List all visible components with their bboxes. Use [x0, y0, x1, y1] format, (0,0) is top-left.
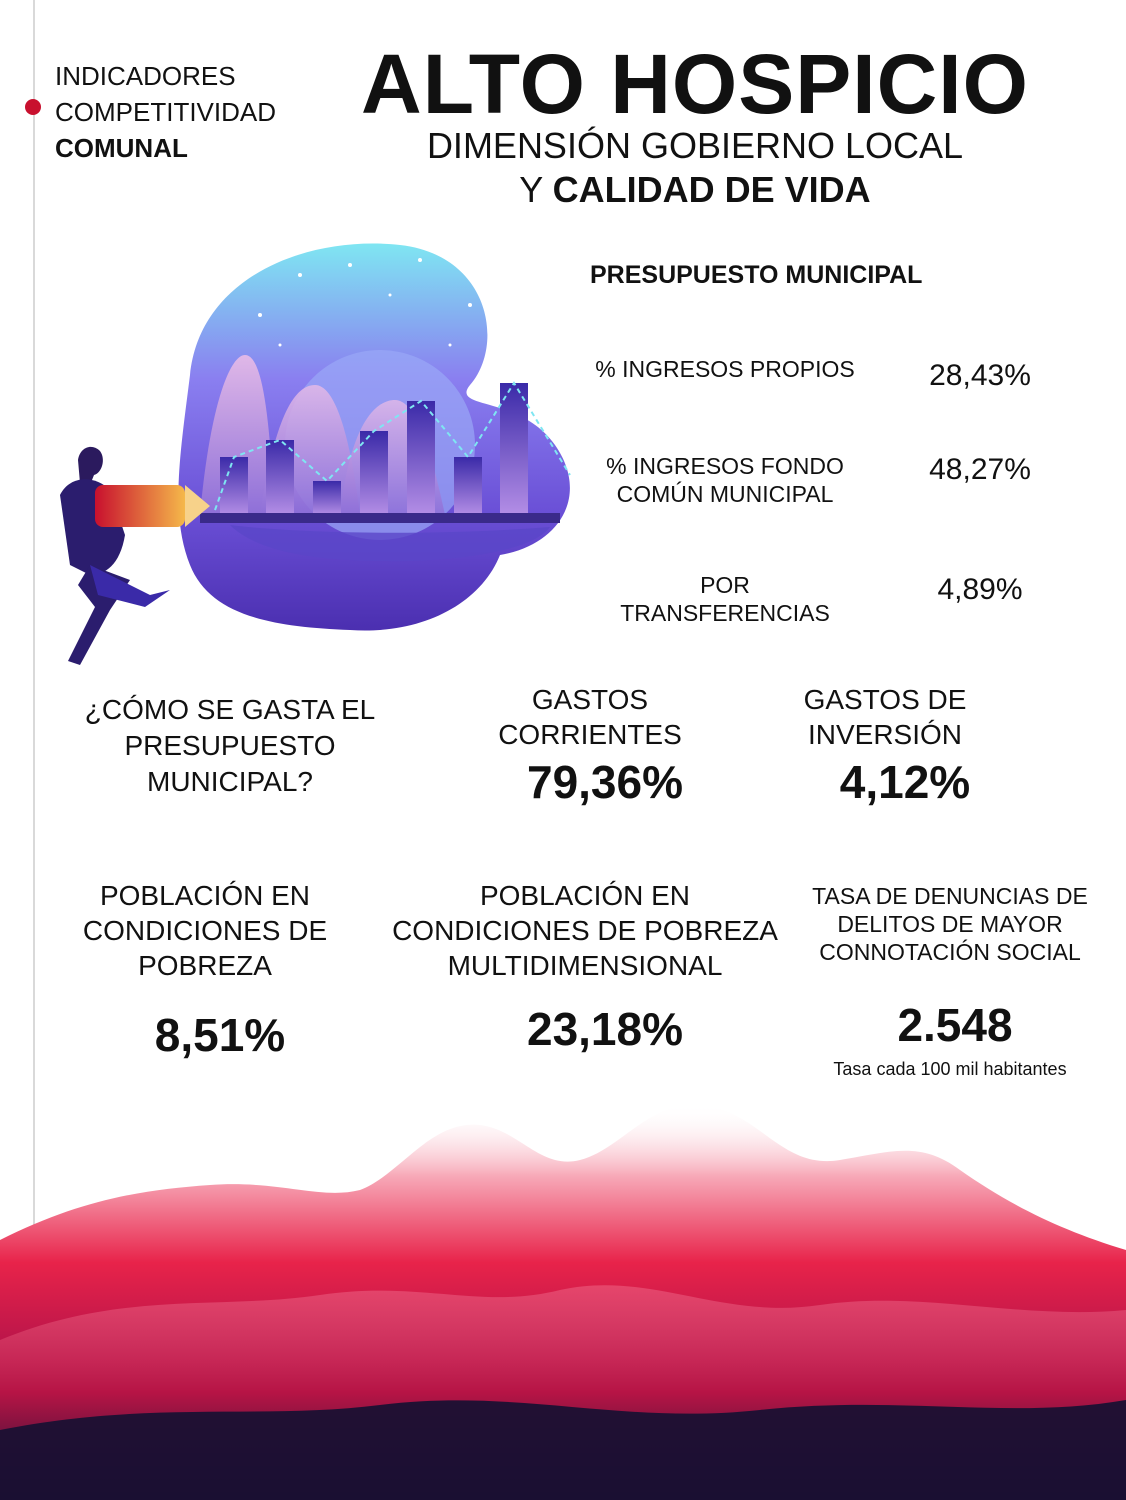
mountain-decoration: [0, 1080, 1126, 1500]
city-illustration-svg: [50, 235, 580, 670]
crime-rate-label: [800, 882, 1100, 966]
illustration-building: [407, 401, 435, 515]
current-spending-label-line2: CORRIENTES: [498, 719, 682, 750]
side-label: [55, 58, 276, 166]
illustration-building: [500, 383, 528, 515]
poverty-label: [60, 878, 350, 983]
poverty-value: 8,51%: [154, 1009, 286, 1061]
budget-row-label: [580, 452, 870, 508]
multidimensional-poverty-label-line1: POBLACIÓN EN: [479, 880, 691, 911]
illustration-building: [454, 457, 482, 515]
investment-spending-label: [760, 682, 1010, 752]
current-spending-label-line1: GASTOS: [531, 684, 649, 715]
illustration-building: [220, 457, 248, 515]
budget-title: PRESUPUESTO MUNICIPAL: [590, 261, 923, 289]
budget-row-label-line2: TRANSFERENCIAS: [620, 600, 830, 626]
budget-row-label-line2: COMÚN MUNICIPAL: [616, 481, 834, 507]
budget-row-label: [580, 571, 870, 627]
side-label-line3: COMUNAL: [55, 133, 188, 163]
side-label-line1: INDICADORES: [55, 61, 236, 91]
spending-question-line3: MUNICIPAL?: [147, 766, 313, 797]
spending-question-line1: ¿CÓMO SE GASTA EL: [84, 694, 376, 725]
multidimensional-poverty-label-line2: CONDICIONES DE POBREZA: [392, 915, 778, 946]
investment-spending-value: 4,12%: [839, 756, 971, 808]
page-subtitle: [340, 124, 1050, 212]
crime-rate-value: 2.548: [897, 999, 1013, 1051]
subtitle-line1: DIMENSIÓN GOBIERNO LOCAL: [426, 125, 964, 166]
crime-rate-note: Tasa cada 100 mil habitantes: [833, 1059, 1067, 1079]
budget-row-value: 4,89%: [937, 573, 1023, 606]
current-spending-label: [460, 682, 720, 752]
budget-row-value: 48,27%: [929, 453, 1031, 486]
subtitle-prefix: Y: [519, 169, 553, 210]
city-illustration: [50, 235, 580, 670]
poverty-label-line2: CONDICIONES DE: [82, 915, 328, 946]
current-spending-value: 79,36%: [526, 756, 683, 808]
mountain-decoration-svg: [0, 1080, 1126, 1500]
poverty-label-line3: POBREZA: [138, 950, 272, 981]
multidimensional-poverty-value: 23,18%: [526, 1003, 683, 1055]
budget-row-label-line1: % INGRESOS FONDO: [606, 453, 844, 479]
budget-row-label-line1: % INGRESOS PROPIOS: [595, 356, 855, 382]
subtitle-bold: CALIDAD DE VIDA: [552, 169, 871, 210]
multidimensional-poverty-label: [380, 878, 790, 983]
spending-question-line2: PRESUPUESTO: [124, 730, 336, 761]
budget-row-label-line1: POR: [700, 572, 750, 598]
illustration-ground: [200, 513, 560, 523]
budget-row-label: [580, 355, 870, 383]
page-title: ALTO HOSPICIO: [361, 37, 1029, 131]
side-label-line2: COMPETITIVIDAD: [55, 97, 277, 127]
crime-rate-label-line2: DELITOS DE MAYOR: [837, 911, 1063, 937]
spending-question: [60, 692, 400, 800]
illustration-building: [266, 440, 294, 515]
subtitle-line2: [340, 168, 1050, 212]
multidimensional-poverty-label-line3: MULTIDIMENSIONAL: [447, 950, 723, 981]
person-head-icon: [78, 447, 103, 485]
poverty-label-line1: POBLACIÓN EN: [99, 880, 311, 911]
investment-spending-label-line1: GASTOS DE: [803, 684, 967, 715]
crime-rate-label-line1: TASA DE DENUNCIAS DE: [812, 883, 1088, 909]
illustration-building: [360, 431, 388, 515]
crime-rate-label-line3: CONNOTACIÓN SOCIAL: [819, 939, 1081, 965]
budget-row-value: 28,43%: [929, 359, 1031, 392]
giant-pencil-icon: [95, 485, 185, 527]
mountain-range: [0, 1400, 1126, 1500]
illustration-building: [313, 481, 341, 515]
red-bullet-icon: [25, 99, 41, 115]
side-divider-line: [33, 0, 35, 1230]
investment-spending-label-line2: INVERSIÓN: [807, 719, 963, 750]
